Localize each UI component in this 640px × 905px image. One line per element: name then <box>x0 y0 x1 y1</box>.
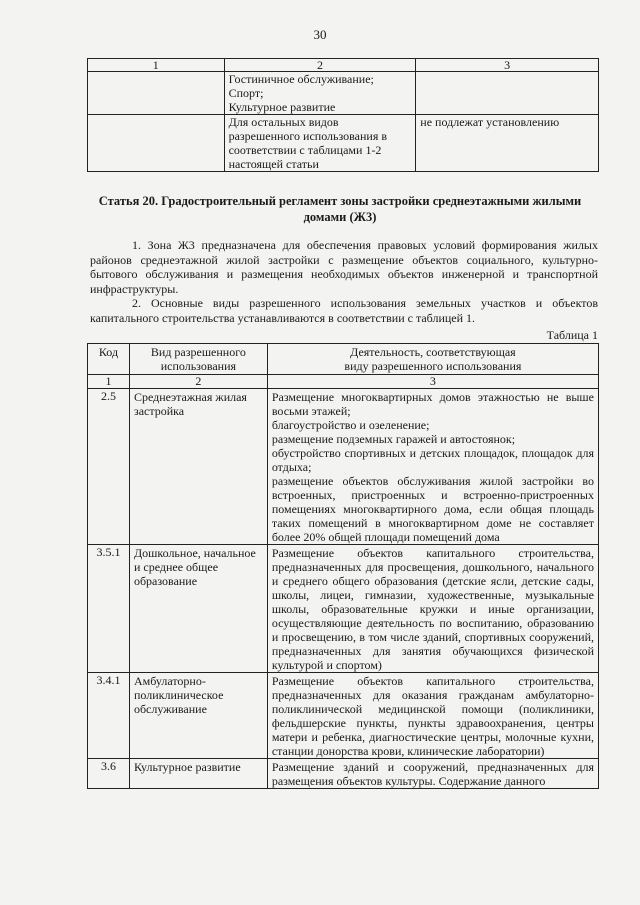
table-header-row <box>88 59 599 72</box>
page-number: 30 <box>313 27 327 42</box>
cell-line: Для остальных видов <box>228 115 339 129</box>
article-title <box>60 193 620 225</box>
article-title-line: домами (Ж3) <box>303 210 377 224</box>
header-kind <box>129 344 267 375</box>
table-row <box>88 759 599 789</box>
use-code: 2.5 <box>88 389 130 545</box>
continuation-table <box>87 58 599 172</box>
use-activity <box>267 545 598 673</box>
column-index: 3 <box>416 59 599 72</box>
cell-line: настоящей статьи <box>228 157 319 171</box>
header-line: Деятельность, соответствующая <box>350 345 516 359</box>
table-cell <box>88 72 225 115</box>
use-activity <box>267 389 598 545</box>
article-title-line: Статья 20. Градостроительный регламент зоны застройки среднеэтажными жилыми <box>98 194 582 208</box>
header-code: Код <box>88 344 130 375</box>
use-kind: Дошкольное, начальное и среднее общее образование <box>129 545 267 673</box>
use-code: 3.4.1 <box>88 673 130 759</box>
use-kind: Культурное развитие <box>129 759 267 789</box>
use-kind: Среднеэтажная жилая застройка <box>129 389 267 545</box>
cell-line: Культурное развитие <box>228 100 336 114</box>
paragraph: 2. Основные виды разрешенного использования земельных участков и объектов капитального строительства устанавливаются в соответствии с таблицей 1. <box>90 296 598 325</box>
column-index: 1 <box>88 375 130 389</box>
column-index: 3 <box>267 375 598 389</box>
table-cell <box>224 115 416 172</box>
table-cell <box>88 115 225 172</box>
cell-line: Гостиничное обслуживание; <box>228 72 374 86</box>
table-row <box>88 72 599 115</box>
table-caption: Таблица 1 <box>546 328 598 342</box>
activity-line: Размещение объектов капитального строительства, предназначенных для просвещения, дошкольного, начального и среднего общего образования (детские ясли, детские сады, школы, лицеи, гимназии, художественные, музыкальные школы, образовательные кружки и иные организации, осуществляющие деятельность по воспитанию, образованию и просвещению, в том числе зданий, спортивных сооружений, предназначенных для занятия обучающихся физической культурой и спортом) <box>271 546 594 672</box>
paragraph: 1. Зона Ж3 предназначена для обеспечения правовых условий формирования жилых районов среднеэтажной жилой застройки с размещение объектов социального, культурно-бытового обслуживания и размещения необходимых объектов инженерной и транспортной инфраструктуры. <box>90 238 598 296</box>
activity-line: благоустройство и озеленение; <box>271 418 430 432</box>
header-line: виду разрешенного использования <box>344 359 522 373</box>
table-cell <box>224 72 416 115</box>
use-code: 3.5.1 <box>88 545 130 673</box>
use-kind: Амбулаторно-поликлиническое обслуживание <box>129 673 267 759</box>
header-line: Вид разрешенного <box>150 345 246 359</box>
cell-line: разрешенного использования в <box>228 129 388 143</box>
activity-line: размещение объектов обслуживания жилой застройки во встроенных, пристроенных и встроенно-пристроенных помещениях многоквартирного дома, если общая площадь таких помещений в многоквартирном доме не составляет более 20% общей площади помещений дома <box>271 474 594 544</box>
use-code: 3.6 <box>88 759 130 789</box>
column-index: 1 <box>88 59 225 72</box>
column-index-row <box>88 375 599 389</box>
cell-line: соответствии с таблицами 1-2 <box>228 143 382 157</box>
table-row <box>88 545 599 673</box>
permitted-uses-table <box>87 343 599 789</box>
table-header-row <box>88 344 599 375</box>
table-row <box>88 673 599 759</box>
column-index: 2 <box>224 59 416 72</box>
header-activity <box>267 344 598 375</box>
table-row <box>88 115 599 172</box>
activity-line: Размещение объектов капитального строительства, предназначенных для оказания гражданам амбулаторно-поликлинической медицинской помощи (поликлиники, фельдшерские пункты, пункты здравоохранения, центры матери и ребенка, диагностические центры, молочные кухни, станции донорства крови, клинические лаборатории) <box>271 674 594 758</box>
table-row <box>88 389 599 545</box>
activity-line: размещение подземных гаражей и автостоянок; <box>271 432 516 446</box>
table-cell: не подлежат установлению <box>416 115 599 172</box>
table-cell <box>416 72 599 115</box>
column-index: 2 <box>129 375 267 389</box>
use-activity <box>267 673 598 759</box>
use-activity <box>267 759 598 789</box>
cell-line: Спорт; <box>228 86 264 100</box>
activity-line: обустройство спортивных и детских площадок, площадок для отдыха; <box>271 446 594 474</box>
activity-line: Размещение зданий и сооружений, предназначенных для размещения объектов культуры. Содержание данного <box>271 760 594 788</box>
header-line: использования <box>160 359 237 373</box>
activity-line: Размещение многоквартирных домов этажностью не выше восьми этажей; <box>271 390 594 418</box>
